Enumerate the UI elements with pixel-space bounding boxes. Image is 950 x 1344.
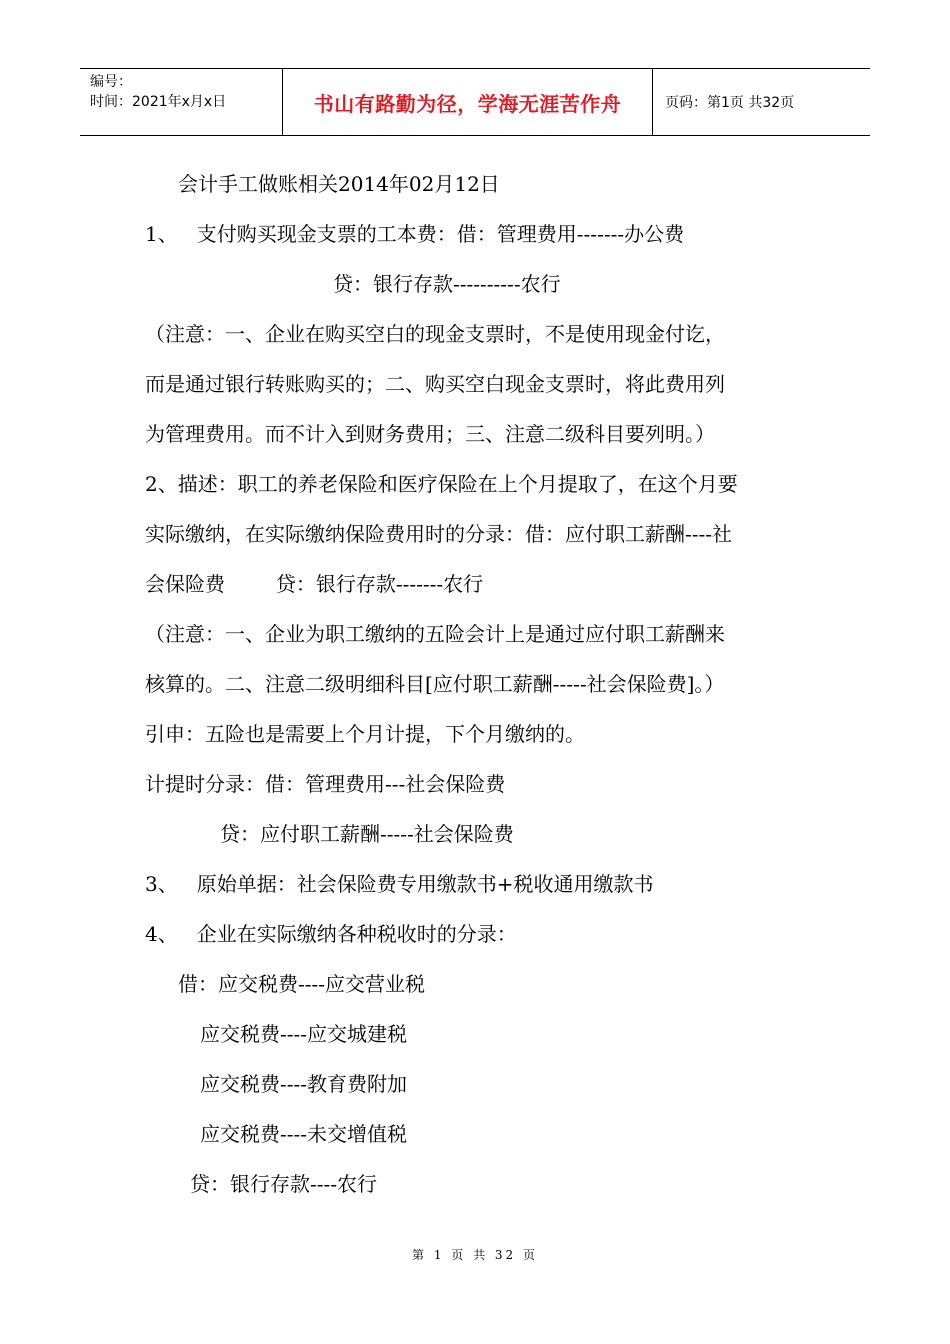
paragraph-line: 计提时分录：借：管理费用---社会保险费	[145, 772, 506, 796]
paragraph-line: 贷：应付职工薪酬-----社会保险费	[220, 822, 514, 846]
paragraph-line: 而是通过银行转账购买的；二、购买空白现金支票时，将此费用列	[145, 372, 725, 396]
page-header	[80, 68, 870, 136]
paragraph-line: 4、 企业在实际缴纳各种税收时的分录：	[145, 922, 517, 946]
paragraph-line: 为管理费用。而不计入到财务费用；三、注意二级科目要列明。）	[145, 422, 715, 446]
page-info: 页码：第1页 共32页	[665, 95, 795, 111]
paragraph-line: 3、 原始单据：社会保险费专用缴款书+税收通用缴款书	[145, 872, 654, 896]
paragraph-line: 实际缴纳，在实际缴纳保险费用时的分录：借：应付职工薪酬----社	[145, 522, 733, 546]
paragraph-line: 会保险费 贷：银行存款-------农行	[145, 572, 484, 596]
doc-title: 会计手工做账相关2014年02月12日	[178, 172, 500, 196]
paragraph-line: 应交税费----教育费附加	[200, 1072, 408, 1096]
header-meta	[80, 69, 283, 135]
page-footer: 第 1 页 共 32 页	[412, 1248, 538, 1262]
paragraph-line: 引申：五险也是需要上个月计提，下个月缴纳的。	[145, 722, 585, 746]
paragraph-line: 应交税费----未交增值税	[200, 1122, 408, 1146]
paragraph-line: （注意：一、企业为职工缴纳的五险会计上是通过应付职工薪酬来	[145, 622, 725, 646]
paragraph-line: 贷：银行存款----农行	[190, 1172, 378, 1196]
motto: 书山有路勤为径，学海无涯苦作舟	[313, 91, 622, 116]
header-motto-cell	[283, 69, 653, 135]
paragraph-line: 借：应交税费----应交营业税	[178, 972, 426, 996]
time-label: 时间：2021年x月x日	[90, 94, 227, 110]
paragraph-line: 1、 支付购买现金支票的工本费：借：管理费用-------办公费	[145, 222, 685, 246]
number-label: 编号：	[90, 74, 132, 90]
paragraph-line: 应交税费----应交城建税	[200, 1022, 408, 1046]
header-page-info-cell	[653, 69, 870, 135]
paragraph-line: 核算的。二、注意二级明细科目[应付职工薪酬-----社会保险费]。）	[145, 672, 725, 696]
paragraph-line: 贷：银行存款----------农行	[333, 272, 561, 296]
paragraph-line: 2、描述：职工的养老保险和医疗保险在上个月提取了，在这个月要	[145, 472, 738, 496]
paragraph-line: （注意：一、企业在购买空白的现金支票时，不是使用现金付讫，	[145, 322, 725, 346]
